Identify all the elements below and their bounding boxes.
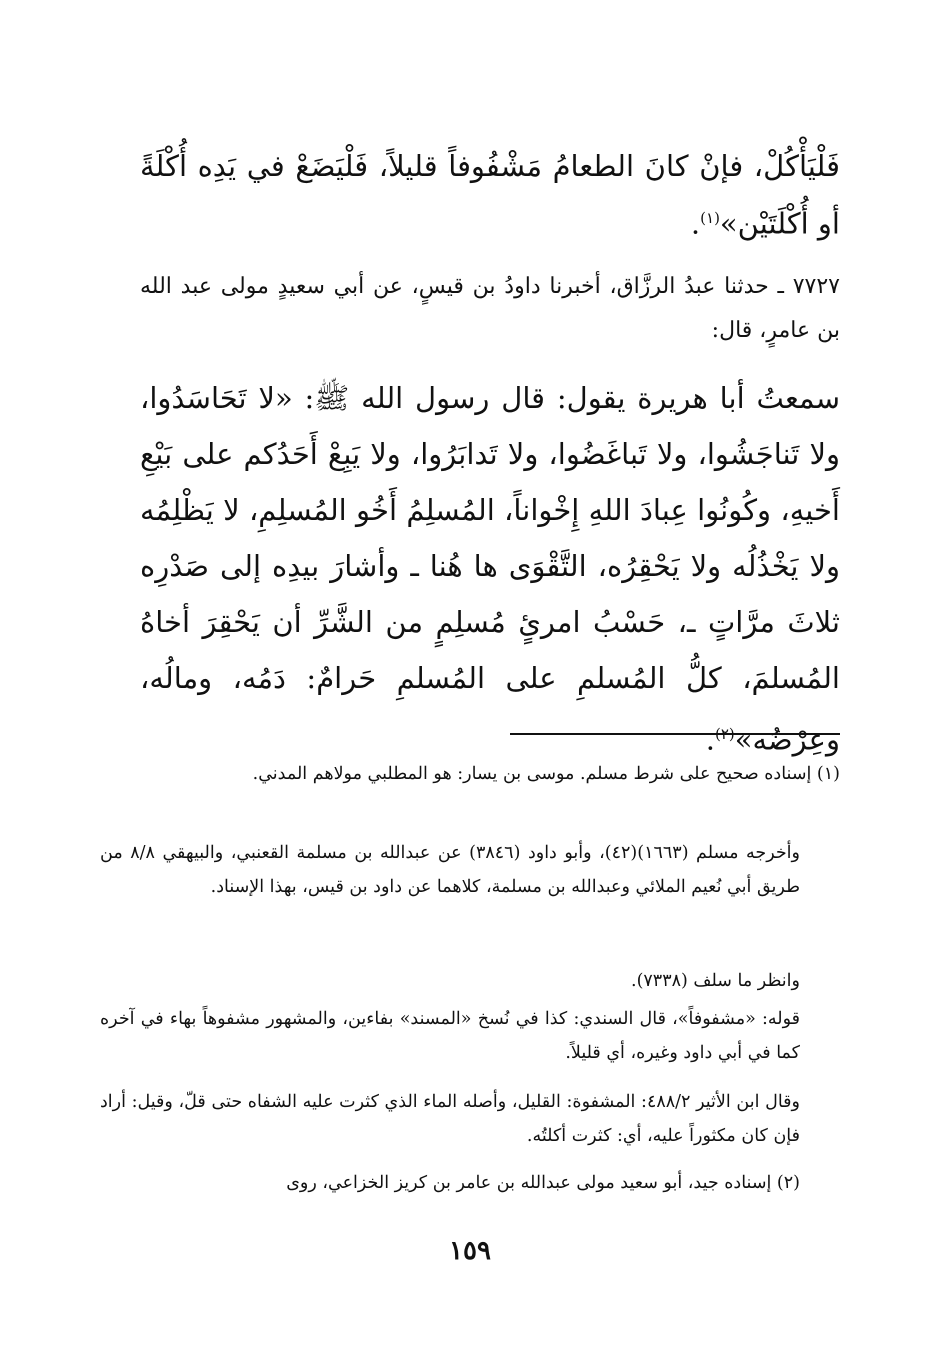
footnote-1-sindi: قوله: «مشفوفاً»، قال السندي: كذا في نُسخ «المسند» بفاءين، والمشهور مشفوهاً بهاء في آخره كما في أبي داود وغيره، أي قليلاً. [100,1009,800,1063]
footnote-separator [510,733,840,735]
hadith-chain-text: ٧٧٢٧ ـ حدثنا عبدُ الرزَّاق، أخبرنا داودُ بن قيسٍ، عن أبي سعيدٍ مولى عبد الله بن عامرٍ، قال: [140,274,840,343]
footnote-2: (٢) إسناده جيد، أبو سعيد مولى عبدالله بن عامر بن كريز الخزاعي، روى [286,1173,800,1193]
main-text-1: فَلْيَأْكُلْ، فإنْ كانَ الطعامُ مَشْفُوفاً قليلاً، فَلْيَضَعْ في يَدِه أُكْلَةً أو أُكْلَتَيْن» [140,149,840,241]
footnote-1: (١) إسناده صحيح على شرط مسلم. موسى بن يسار: هو المطلبي مولاهم المدني. [252,764,840,784]
page-number: ١٥٩ [449,1236,491,1266]
hadith-matn-text: سمعتُ أبا هريرة يقول: قال رسول الله ﷺ: «لا تَحَاسَدُوا، ولا تَناجَشُوا، ولا تَباغَضُوا، ولا تَدابَرُوا، ولا يَبِعْ أَحَدُكم على بَيْعِ أَخيهِ، وكُونُوا عِبادَ اللهِ إِخْواناً، المُسلِمُ أَخُو المُسلِمِ، لا يَظْلِمُه ولا يَخْذُلُه ولا يَحْقِرُه، التَّقْوَى ها هُنا ـ وأشارَ بيدِه إلى صَدْرِه ثلاثَ مرَّاتٍ ـ، حَسْبُ امرئٍ مُسلِمٍ من الشَّرِّ أن يَحْقِرَ أخاهُ المُسلمَ، كلُّ المُسلمِ على المُسلمِ حَرامٌ: دَمُه، ومالُه، وعِرْضُه» [140,381,840,757]
hadith-chain-paragraph [140,265,840,353]
footnote-ref-2: (٢) [714,725,735,743]
footnote-1-see-also: وانظر ما سلف (٧٣٣٨). [631,971,800,991]
hadith-matn-paragraph: سمعتُ أبا هريرة يقول: قال رسول الله ﷺ: «لا تَحَاسَدُوا، ولا تَناجَشُوا، ولا تَباغَضُوا، ولا تَدابَرُوا، ولا يَبِعْ أَحَدُكم على بَيْعِ أَخيهِ، وكُونُوا عِبادَ اللهِ إِخْواناً، المُسلِمُ أَخُو المُسلِمِ، لا يَظْلِمُه ولا يَخْذُلُه ولا يَحْقِرُه، التَّقْوَى ها هُنا ـ وأشارَ بيدِه إلى صَدْرِه ثلاثَ مرَّاتٍ ـ، حَسْبُ امرئٍ مُسلِمٍ من الشَّرِّ أن يَحْقِرَ أخاهُ المُسلمَ، كلُّ المُسلمِ على المُسلمِ حَرامٌ: دَمُه، ومالُه، وعِرْضُه»$^{(٢)}$. [140,381,840,757]
footnote-1-ibn-athir: وقال ابن الأثير ٤٨٨/٢: المشفوة: القليل، وأصله الماء الذي كثرت عليه الشفاه حتى قلّ، وقيل: أراد فإن كان مكثوراً عليه، أي: كثرت أكلتُه. [100,1092,800,1146]
main-paragraph-1: فَلْيَأْكُلْ، فإنْ كانَ الطعامُ مَشْفُوفاً قليلاً، فَلْيَضَعْ في يَدِه أُكْلَةً أو أُكْلَتَيْن»$^{(١)}$. [140,149,840,241]
footnote-ref-1: (١) [700,209,720,227]
footnote-1-takhrij: وأخرجه مسلم (١٦٦٣)(٤٢)، وأبو داود (٣٨٤٦) عن عبدالله بن مسلمة القعنبي، والبيهقي ٨/٨ من طريق أبي نُعيم الملائي وعبدالله بن مسلمة، كلاهما عن داود بن قيس، بهذا الإسناد. [100,843,800,897]
